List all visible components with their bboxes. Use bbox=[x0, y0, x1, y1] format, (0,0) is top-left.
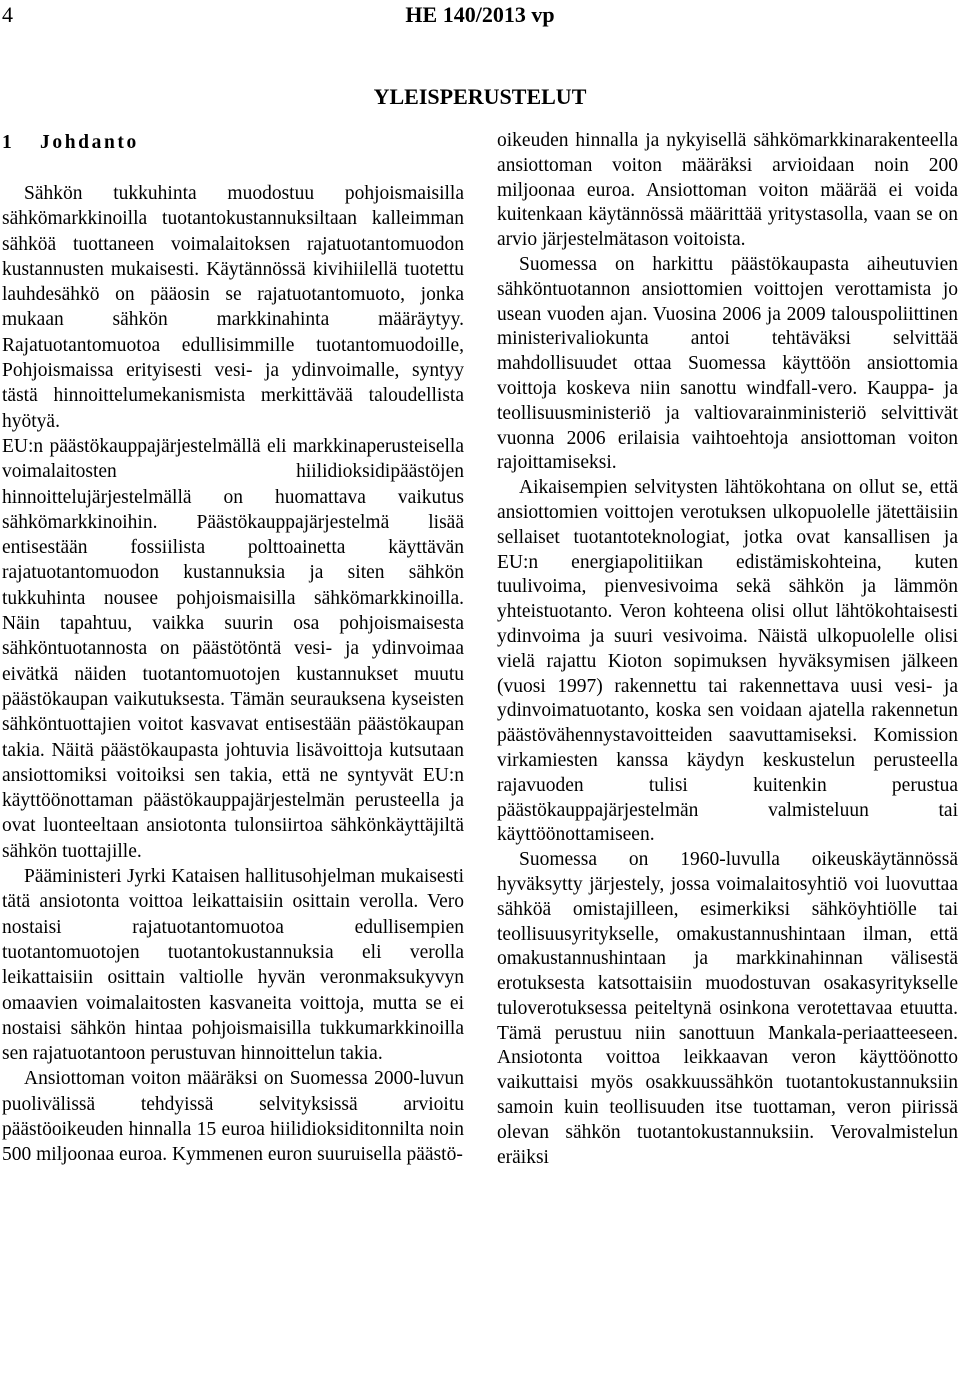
paragraph: Aikaisempien selvitysten lähtökohtana on ollut se, että ansiottomien voittojen verotuksen ulkopuolelle jätettäisiin sellaiset tuotantoteknologiat, jotka ovat kansallisen ja EU:n energiapolitiikan edistämiskohteina, kuten tuulivoima, pienvesivoima sekä sähkön ja lämmön yhteistuotanto. Veron kohteena olisi ollut lähtökohtaisesti ydinvoima ja suuri vesivoima. Näistä ulkopuolelle olisi vielä rajattu Kioton sopimuksen hyväksymisen jälkeen (vuosi 1997) rakennettu tai rakennettava uusi vesi- ja ydinvoimatuotanto, koska sen voidaan ajatella rakennetun päästövähennystavoitteiden saavuttamiseksi. Komission virkamiesten kanssa käydyn keskustelun perusteella rajavuoden tulisi kuitenkin perustua päästökauppajärjestelmän valmisteluun tai käyttöönottamiseen. bbox=[497, 477, 958, 846]
chapter-heading bbox=[2, 129, 464, 155]
section-heading: YLEISPERUSTELUT bbox=[373, 84, 587, 109]
right-column bbox=[497, 129, 958, 1170]
paragraph: EU:n päästökauppajärjestelmällä eli markkinaperusteisella voimalaitosten hiilidioksidipäästöjen hinnoittelujärjestelmällä on huomattava vaikutus sähkömarkkinoihin. Päästökauppajärjestelmä lisää entisestään fossiilista polttoainetta käyttävän rajatuotantomuodon kustannuksia ja siten sähkön tukkuhinta nousee pohjoismaisilla sähkömarkkinoilla. Näin tapahtuu, vaikka suurin osa pohjoismaisesta sähköntuotannosta on päästötöntä vesi- ja ydinvoimaa eivätkä näiden tuotantomuotojen kustannukset muutu päästökaupan vaikutuksesta. Tämän seurauksena kyseisten sähköntuottajien voitot kasvavat entisestään päästökaupan takia. Näitä päästökaupasta johtuvia lisävoittoja kutsutaan ansiottomiksi voitoiksi sen takia, että ne syntyvät EU:n käyttöönottaman päästökauppajärjestelmän perusteella ja ovat luonteeltaan ansiotonta tulonsiirtoa sähkönkäyttäjiltä sähkön tuottajille. bbox=[2, 435, 464, 862]
document-id: HE 140/2013 vp bbox=[405, 2, 555, 27]
chapter-title: Johdanto bbox=[40, 132, 139, 153]
paragraph: Suomessa on harkittu päästökaupasta aiheutuvien sähköntuotannon ansiottomien voittojen verottamista jo usean vuoden ajan. Vuosina 2006 ja 2009 talouspoliittinen ministerivaliokunta antoi tehtäväksi selvittää mahdollisuudet ottaa Suomessa käyttöön ansiottomia voittoja koskeva niin sanottu windfall-vero. Kauppa- ja teollisuusministeriö ja valtiovarainministeriö selvittivät vuonna 2006 erilaisia vaihtoehtoja ansiottoman voiton rajoittamiseksi. bbox=[497, 253, 958, 474]
chapter-number: 1 bbox=[2, 132, 12, 153]
page-number: 4 bbox=[2, 2, 13, 27]
paragraph: oikeuden hinnalla ja nykyisellä sähkömarkkinarakenteella ansiottoman voiton määräksi arvioidaan noin 200 miljoonaa euroa. Ansiottoman voiton määrää ei voida kuitenkaan käytännössä määrittää yritystasolla, vaan se on arvio järjestelmätason voitoista. bbox=[497, 130, 958, 251]
paragraph: Suomessa on 1960-luvulla oikeuskäytännössä hyväksytty järjestely, jossa voimalaitosyhtiö voi luovuttaa sähköä omistajilleen, esimerkiksi sähköyhtiölle tai teollisuusyritykselle, omakustannushintaan ilman, että omakustannushintaan ja markkinahinnan välisestä erotuksesta katsottaisiin muodostuvan osakasyritykselle tuloverotuksessa peiteltynä osinkona verotettavaa etuutta. Tämä perustuu niin sanottuun Mankala-periaatteeseen. Ansiotonta voittoa leikkaavan veron käyttöönotto vaikuttaisi myös osakkuussähkön tuotantokustannuksiin samoin kuin teollisuuden itse tuottaman, veron piirissä olevan sähkön tuotantokustannuksiin. Verovalmistelun eräiksi bbox=[497, 849, 958, 1168]
left-column bbox=[2, 129, 464, 1168]
paragraph: Pääministeri Jyrki Kataisen hallitusohjelman mukaisesti tätä ansiotonta voittoa leikattaisiin osittain verolla. Vero nostaisi rajatuotantomuotoa edullisempien tuotantomuotojen tuotantokustannuksia eli verolla leikattaisiin osittain valtiolle hyvän veronmaksukyvyn omaavien voimalaitosten kasvaneita voittoja, mutta se ei nostaisi sähkön hintaa pohjoismaisilla tukkumarkkinoilla sen rajatuotantoon perustuvan hinnoittelun takia. bbox=[2, 866, 464, 1065]
paragraph: Ansiottoman voiton määräksi on Suomessa 2000-luvun puolivälissä tehdyissä selvityksissä arvioitu päästöoikeuden hinnalla 15 euroa hiilidioksiditonnilta noin 500 miljoonaa euroa. Kymmenen euron suuruisella päästö- bbox=[2, 1068, 464, 1166]
paragraph: Sähkön tukkuhinta muodostuu pohjoismaisilla sähkömarkkinoilla tuotantokustannuksiltaan kalleimman sähköä tuottaneen voimalaitoksen rajatuotantomuodon kustannusten mukaisesti. Käytännössä kivihiilellä tuotettu lauhdesähkö on pääosin se rajatuotantomuoto, jonka mukaan sähkön markkinahinta määräytyy. Rajatuotantomuotoa edullisimmille tuotantomuodoille, Pohjoismaissa erityisesti vesi- ja ydinvoimalle, syntyy tästä hinnoittelumekanismista merkittävää taloudellista hyötyä. bbox=[2, 183, 464, 432]
